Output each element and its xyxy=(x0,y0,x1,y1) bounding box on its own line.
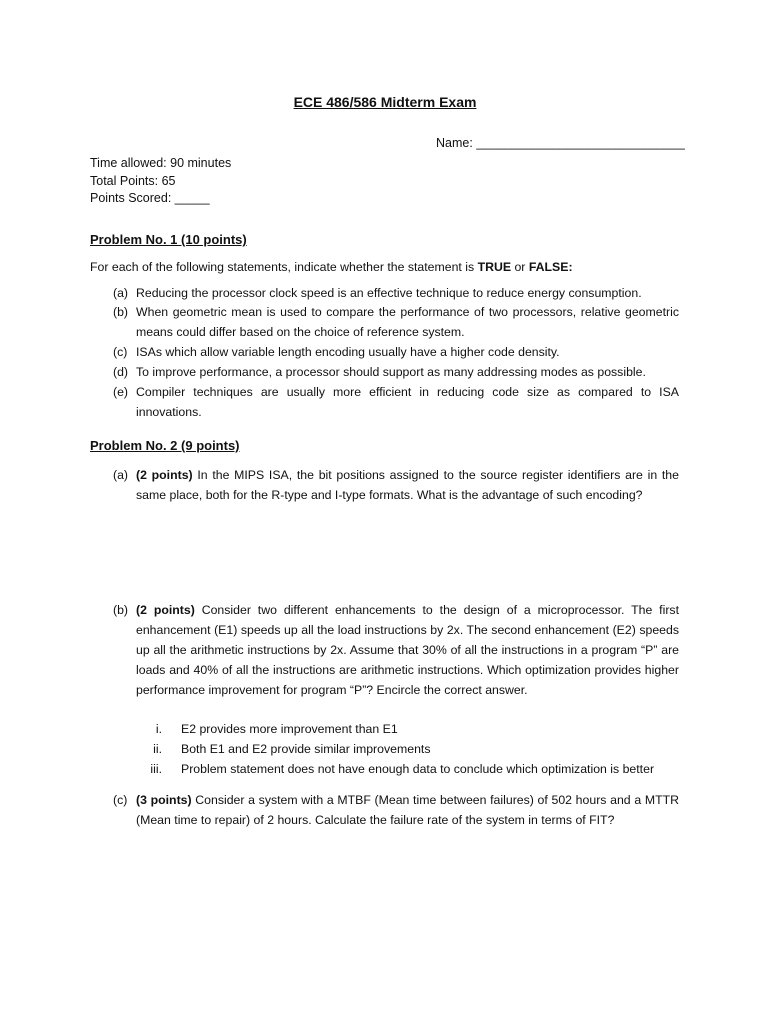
item-text: ISAs which allow variable length encoding usually have a higher code density. xyxy=(136,345,560,359)
item-label: (a) xyxy=(113,286,129,300)
exam-title: ECE 486/586 Midterm Exam xyxy=(293,94,477,110)
name-label: Name: xyxy=(436,136,473,150)
problem-2-heading: Problem No. 2 (9 points) xyxy=(90,438,240,453)
problem-2-part-a xyxy=(113,465,679,505)
item-label: (c) xyxy=(113,345,128,359)
item-label: (d) xyxy=(113,365,129,379)
or-word: or xyxy=(511,260,529,274)
problem-1-instruction xyxy=(90,260,573,274)
problem-1-item-b xyxy=(113,302,679,342)
option-number: iii. xyxy=(150,762,162,776)
problem-1-item-e xyxy=(113,382,679,422)
false-word: FALSE: xyxy=(528,260,573,274)
option-number: ii. xyxy=(153,742,162,756)
option-text: Problem statement does not have enough data to conclude which optimization is better xyxy=(181,762,655,776)
part-label: (c) xyxy=(113,793,128,807)
part-text: In the MIPS ISA, the bit positions assigned to the source register identifiers are in the same place, both for the R-type and I-type formats. What is the advantage of such encoding? xyxy=(136,468,679,502)
option-number: i. xyxy=(155,722,162,736)
problem-1-item-d xyxy=(113,362,679,382)
points-scored: Points Scored: _____ xyxy=(90,191,210,205)
part-label: (a) xyxy=(113,468,129,482)
option-text: Both E1 and E2 provide similar improvements xyxy=(181,742,431,756)
name-blank: ______________________________ xyxy=(476,136,685,150)
name-field xyxy=(436,136,685,150)
problem-2-part-c xyxy=(113,790,679,830)
problem-1-item-c xyxy=(113,342,679,362)
option-i xyxy=(140,722,398,736)
option-text: E2 provides more improvement than E1 xyxy=(181,722,398,736)
part-label: (b) xyxy=(113,603,129,617)
time-allowed: Time allowed: 90 minutes xyxy=(90,156,232,170)
part-points: (3 points) xyxy=(136,793,192,807)
instruction-text: For each of the following statements, indicate whether the statement is xyxy=(90,260,478,274)
true-word: TRUE xyxy=(477,260,512,274)
item-text: Compiler techniques are usually more efficient in reducing code size as compared to ISA innovations. xyxy=(136,385,679,419)
item-text: To improve performance, a processor should support as many addressing modes as possible. xyxy=(136,365,646,379)
part-points: (2 points) xyxy=(136,468,193,482)
problem-2-part-b xyxy=(113,600,679,700)
part-points: (2 points) xyxy=(136,603,195,617)
problem-1-heading: Problem No. 1 (10 points) xyxy=(90,232,247,247)
total-points: Total Points: 65 xyxy=(90,174,176,188)
item-label: (e) xyxy=(113,385,129,399)
item-label: (b) xyxy=(113,305,129,319)
part-text: Consider a system with a MTBF (Mean time between failures) of 502 hours and a MTTR (Mean time to repair) of 2 hours. Calculate the failure rate of the system in terms of FIT? xyxy=(136,793,679,827)
part-text: Consider two different enhancements to the design of a microprocessor. The first enhancement (E1) speeds up all the load instructions by 2x. The second enhancement (E2) speeds up all the arithmetic instructions by 2x. Assume that 30% of all the instructions in a program “P” are loads and 40% of all the instructions are arithmetic instructions. Which optimization provides higher performance improvement for program “P”? Encircle the correct answer. xyxy=(136,603,679,697)
problem-1-item-a xyxy=(113,283,679,303)
item-text: When geometric mean is used to compare the performance of two processors, relative geometric means could differ based on the choice of reference system. xyxy=(136,305,679,339)
option-iii xyxy=(140,762,655,776)
item-text: Reducing the processor clock speed is an effective technique to reduce energy consumption. xyxy=(136,286,642,300)
option-ii xyxy=(140,742,431,756)
